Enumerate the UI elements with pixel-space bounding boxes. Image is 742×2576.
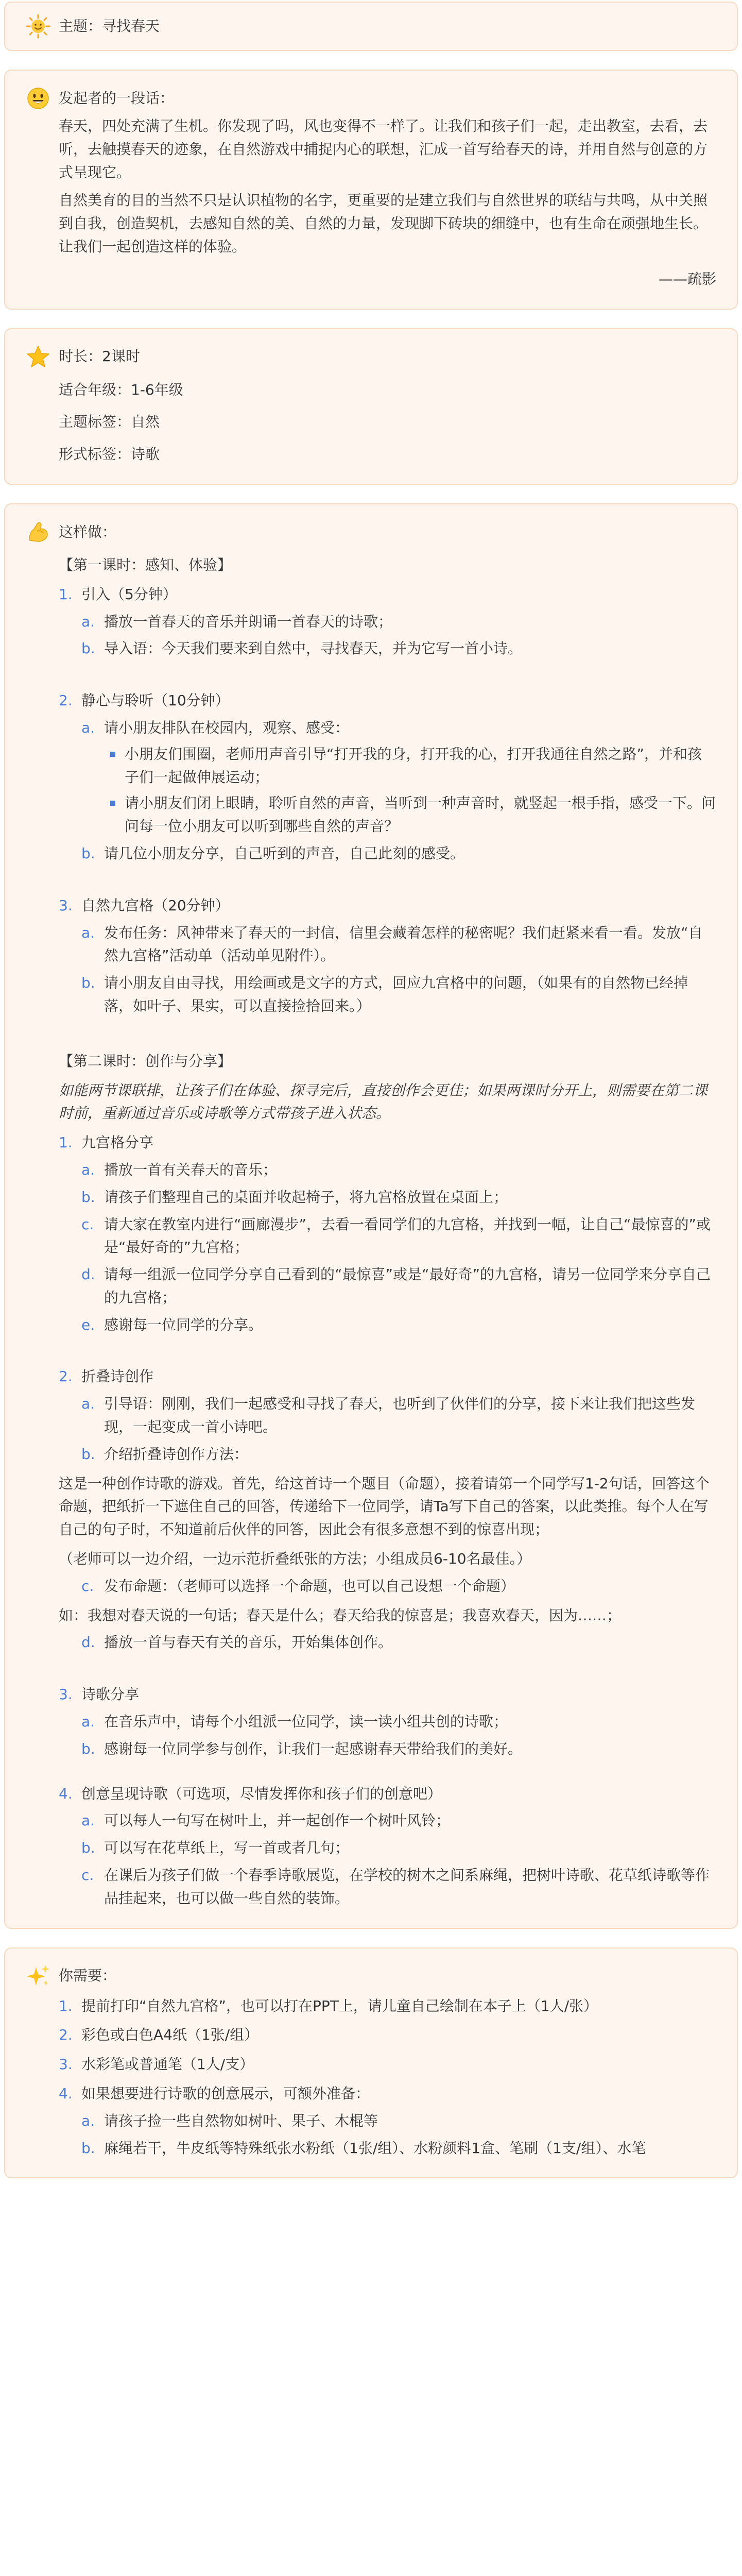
meta-duration: 时长：2课时 xyxy=(59,348,140,365)
sub-letter: a. xyxy=(81,1395,95,1413)
sub-letter: d. xyxy=(81,1634,95,1651)
sub-list xyxy=(81,1710,716,1761)
sub-letter: a. xyxy=(81,1161,95,1178)
item-label: 自然九宫格（20分钟） xyxy=(81,896,230,914)
bullet-text: 小朋友们围圈，老师用声音引导“打开我的身，打开我的心，打开我通往自然之路”，并和孩子们一起做伸展运动； xyxy=(125,745,702,786)
sub-text: 发布命题：（老师可以选择一个命题，也可以自己设想一个命题） xyxy=(104,1577,515,1595)
materials-header xyxy=(26,1964,716,1989)
sub-text: 感谢每一位同学参与创作，让我们一起感谢春天带给我们的美好。 xyxy=(104,1740,523,1757)
item-number: 3. xyxy=(59,896,73,914)
intro-paragraph-2: 自然美育的目的当然不只是认识植物的名字，更重要的是建立我们与自然世界的联结与共鸣，从中关照到自我，创造契机，去感知自然的美、自然的力量，发现脚下砖块的细缝中，也有生命在顽强地生长。让我们一起创造这样的体验。 xyxy=(59,192,708,255)
sub-item xyxy=(81,1263,716,1310)
sub-list xyxy=(81,1575,716,1598)
meta-body xyxy=(26,379,716,466)
materials-card xyxy=(4,1947,738,2179)
materials-title: 你需要： xyxy=(59,1967,117,1985)
spacer xyxy=(59,1018,716,1041)
list-item xyxy=(59,1683,716,1706)
spacer xyxy=(59,866,716,888)
sub-item xyxy=(81,1213,716,1260)
list-item xyxy=(59,1995,716,2018)
sub-list xyxy=(81,2110,716,2160)
spacer xyxy=(59,1336,716,1359)
sub-item xyxy=(81,1186,716,1209)
item-label: 九宫格分享 xyxy=(81,1134,154,1151)
lesson2-note: 如能两节课联排，让孩子们在体验、探寻完后，直接创作会更佳；如果两课时分开上，则需要在第二课时前，重新通过音乐或诗歌等方式带孩子进入状态。 xyxy=(59,1081,708,1122)
sub-item xyxy=(81,2137,716,2160)
item-label: 引入（5分钟） xyxy=(81,585,177,603)
sub-list xyxy=(81,611,716,661)
sub-text: 介绍折叠诗创作方法： xyxy=(104,1445,249,1463)
sub-text: 播放一首春天的音乐并朗诵一首春天的诗歌； xyxy=(104,613,393,630)
sub-letter: a. xyxy=(81,2112,95,2129)
bullet-item xyxy=(104,743,716,789)
sub-letter: a. xyxy=(81,1713,95,1731)
sub-text: 麻绳若干，牛皮纸等特殊纸张水粉纸（1张/组）、水粉颜料1盒、笔刷（1支/组）、水笔 xyxy=(104,2139,646,2157)
sub-list xyxy=(81,717,716,866)
meta-header xyxy=(26,345,716,369)
prompt-examples: 如：我想对春天说的一句话；春天是什么；春天给我的惊喜是；我喜欢春天，因为……； xyxy=(59,1606,622,1624)
item-number: 1. xyxy=(59,1997,73,2014)
sub-item xyxy=(81,972,716,1018)
intro-header xyxy=(26,86,716,111)
sub-item xyxy=(81,611,716,634)
list-item xyxy=(59,1365,716,1388)
meta-grade: 适合年级：1-6年级 xyxy=(59,381,183,398)
item-number: 2. xyxy=(59,692,73,709)
sub-letter: e. xyxy=(81,1316,95,1333)
sun-smile-icon xyxy=(26,14,50,39)
item-label: 折叠诗创作 xyxy=(81,1368,154,1385)
sub-text: 导入语：今天我们要来到自然中，寻找春天，并为它写一首小诗。 xyxy=(104,640,523,657)
sub-text: 在音乐声中，请每个小组派一位同学，读一读小组共创的诗歌； xyxy=(104,1713,508,1731)
sub-list xyxy=(81,1393,716,1466)
flexed-arm-icon xyxy=(26,520,50,545)
spacer xyxy=(59,1761,716,1776)
sub-list xyxy=(81,1159,716,1337)
steps-card xyxy=(4,503,738,1929)
item-number: 3. xyxy=(59,2056,73,2073)
sub-letter: c. xyxy=(81,1577,94,1595)
item-number: 1. xyxy=(59,1134,73,1151)
sub-item xyxy=(81,922,716,968)
item-text: 水彩笔或普通笔（1人/支） xyxy=(81,2056,254,2073)
sub-text: 播放一首与春天有关的音乐，开始集体创作。 xyxy=(104,1634,393,1651)
list-item xyxy=(59,894,716,918)
sub-item xyxy=(81,1443,716,1466)
theme-card xyxy=(4,2,738,51)
theme-header xyxy=(26,14,716,39)
lesson1-title: 【第一课时：感知、体验】 xyxy=(59,556,232,573)
sub-text: 在课后为孩子们做一个春季诗歌展览，在学校的树木之间系麻绳，把树叶诗歌、花草纸诗歌等作品挂起来，也可以做一些自然的装饰。 xyxy=(104,1867,710,1907)
sub-letter: d. xyxy=(81,1266,95,1283)
sub-letter: b. xyxy=(81,1188,95,1206)
spacer xyxy=(59,1654,716,1677)
bullet-list xyxy=(104,743,716,838)
item-text: 提前打印“自然九宫格”，也可以打在PPT上，请儿童自己绘制在本子上（1人/张） xyxy=(81,1997,598,2014)
sub-item xyxy=(81,1837,716,1860)
sub-item xyxy=(81,717,716,740)
item-number: 2. xyxy=(59,1368,73,1385)
list-item xyxy=(59,2024,716,2047)
list-item xyxy=(59,2053,716,2076)
intro-title: 发起者的一段话： xyxy=(59,89,175,107)
star-icon xyxy=(26,345,50,369)
smiley-icon xyxy=(26,86,50,111)
sub-letter: a. xyxy=(81,719,95,736)
sub-letter: b. xyxy=(81,974,95,992)
materials-body xyxy=(26,1995,716,2160)
sub-text: 请孩子捡一些自然物如树叶、果子、木棍等 xyxy=(104,2112,378,2129)
spacer xyxy=(59,660,716,683)
sub-text: 请每一组派一位同学分享自己看到的“最惊喜”或是“最好奇”的九宫格，请另一位同学来分享自己的九宫格； xyxy=(104,1266,711,1306)
sub-text: 可以写在花草纸上，写一首或者几句； xyxy=(104,1839,350,1857)
item-number: 1. xyxy=(59,585,73,603)
sub-item xyxy=(81,1159,716,1182)
item-text: 彩色或白色A4纸（1张/组） xyxy=(81,2026,259,2044)
list-item xyxy=(59,2082,716,2106)
item-label: 创意呈现诗歌（可选项，尽情发挥你和孩子们的创意吧） xyxy=(81,1785,442,1802)
sub-letter: a. xyxy=(81,613,95,630)
meta-theme-tag: 主题标签：自然 xyxy=(59,413,160,431)
steps-body xyxy=(26,554,716,1910)
sub-letter: b. xyxy=(81,1839,95,1857)
sub-item xyxy=(81,637,716,660)
sub-text: 请孩子们整理自己的桌面并收起椅子，将九宫格放置在桌面上； xyxy=(104,1188,508,1206)
meta-form-tag: 形式标签：诗歌 xyxy=(59,446,160,463)
item-number: 4. xyxy=(59,2085,73,2103)
sub-list xyxy=(81,922,716,1018)
sub-item xyxy=(81,1314,716,1337)
sub-list xyxy=(81,1631,716,1654)
sub-text: 请几位小朋友分享，自己听到的声音，自己此刻的感受。 xyxy=(104,844,465,862)
item-number: 2. xyxy=(59,2026,73,2044)
sub-letter: b. xyxy=(81,640,95,657)
sub-text: 可以每人一句写在树叶上，并一起创作一个树叶风铃； xyxy=(104,1812,451,1829)
sub-letter: b. xyxy=(81,1445,95,1463)
sub-item xyxy=(81,2110,716,2133)
square-bullet-icon xyxy=(104,743,125,789)
sub-letter: b. xyxy=(81,2139,95,2157)
item-number: 4. xyxy=(59,1785,73,1802)
item-number: 3. xyxy=(59,1686,73,1703)
list-item xyxy=(59,689,716,713)
sub-text: 请小朋友自由寻找，用绘画或是文字的方式，回应九宫格中的问题，（如果有的自然物已经掉落，如叶子、果实，可以直接捡拾回来。） xyxy=(104,974,688,1014)
sub-letter: c. xyxy=(81,1215,94,1233)
sub-item xyxy=(81,1864,716,1910)
theme-text: 主题：寻找春天 xyxy=(59,17,160,35)
sub-letter: a. xyxy=(81,1812,95,1829)
sub-text: 感谢每一位同学的分享。 xyxy=(104,1316,263,1333)
lesson2-title: 【第二课时：创作与分享】 xyxy=(59,1052,232,1070)
bullet-text: 请小朋友们闭上眼睛，聆听自然的声音，当听到一种声音时，就竖起一根手指，感受一下。问问每一位小朋友可以听到哪些自然的声音？ xyxy=(125,794,716,835)
sub-item xyxy=(81,842,716,866)
intro-card xyxy=(4,70,738,310)
sub-item xyxy=(81,1710,716,1734)
list-item xyxy=(59,583,716,606)
sub-item xyxy=(81,1631,716,1654)
sub-item xyxy=(81,1738,716,1761)
steps-title: 这样做： xyxy=(59,523,117,540)
sub-text: 引导语：刚刚，我们一起感受和寻找了春天，也听到了伙伴们的分享，接下来让我们把这些发现，一起变成一首小诗吧。 xyxy=(104,1395,696,1436)
sub-letter: b. xyxy=(81,1740,95,1757)
sub-item xyxy=(81,1393,716,1439)
sub-text: 请小朋友排队在校园内，观察、感受： xyxy=(104,719,350,736)
list-item xyxy=(59,1783,716,1806)
sub-letter: c. xyxy=(81,1867,94,1884)
sub-letter: b. xyxy=(81,844,95,862)
meta-card xyxy=(4,328,738,485)
sub-text: 播放一首有关春天的音乐； xyxy=(104,1161,278,1178)
intro-signature: ——疏影 xyxy=(658,270,716,287)
item-text: 如果想要进行诗歌的创意展示，可额外准备： xyxy=(81,2085,370,2103)
intro-body xyxy=(26,115,716,291)
sub-list xyxy=(81,1809,716,1910)
sub-text: 请大家在教室内进行“画廊漫步”，去看一看同学们的九宫格，并找到一幅，让自己“最惊喜的”或是“最好奇的”九宫格； xyxy=(104,1215,711,1256)
steps-header xyxy=(26,520,716,545)
sub-letter: a. xyxy=(81,924,95,941)
sub-item xyxy=(81,1809,716,1833)
sparkles-icon xyxy=(26,1964,50,1989)
sub-text: 发布任务：风神带来了春天的一封信，信里会藏着怎样的秘密呢？我们赶紧来看一看。发放“自然九宫格”活动单（活动单见附件）。 xyxy=(104,924,703,964)
item-label: 诗歌分享 xyxy=(81,1686,140,1703)
list-item xyxy=(59,1131,716,1155)
sub-item xyxy=(81,1575,716,1598)
item-label: 静心与聆听（10分钟） xyxy=(81,692,230,709)
square-bullet-icon xyxy=(104,792,125,838)
method-description: 这是一种创作诗歌的游戏。首先，给这首诗一个题目（命题），接着请第一个同学写1-2句话，回答这个命题，把纸折一下遮住自己的回答，传递给下一位同学，请Ta写下自己的答案，以此类推。每个人在写自己的句子时，不知道前后伙伴的回答，因此会有很多意想不到的惊喜出现； xyxy=(59,1475,710,1538)
bullet-item xyxy=(104,792,716,838)
intro-paragraph-1: 春天，四处充满了生机。你发现了吗，风也变得不一样了。让我们和孩子们一起，走出教室，去看，去听，去触摸春天的迹象，在自然游戏中捕捉内心的联想，汇成一首写给春天的诗，并用自然与创意的方式呈现它。 xyxy=(59,117,708,181)
method-note: （老师可以一边介绍，一边示范折叠纸张的方法；小组成员6-10名最佳。） xyxy=(59,1550,531,1568)
